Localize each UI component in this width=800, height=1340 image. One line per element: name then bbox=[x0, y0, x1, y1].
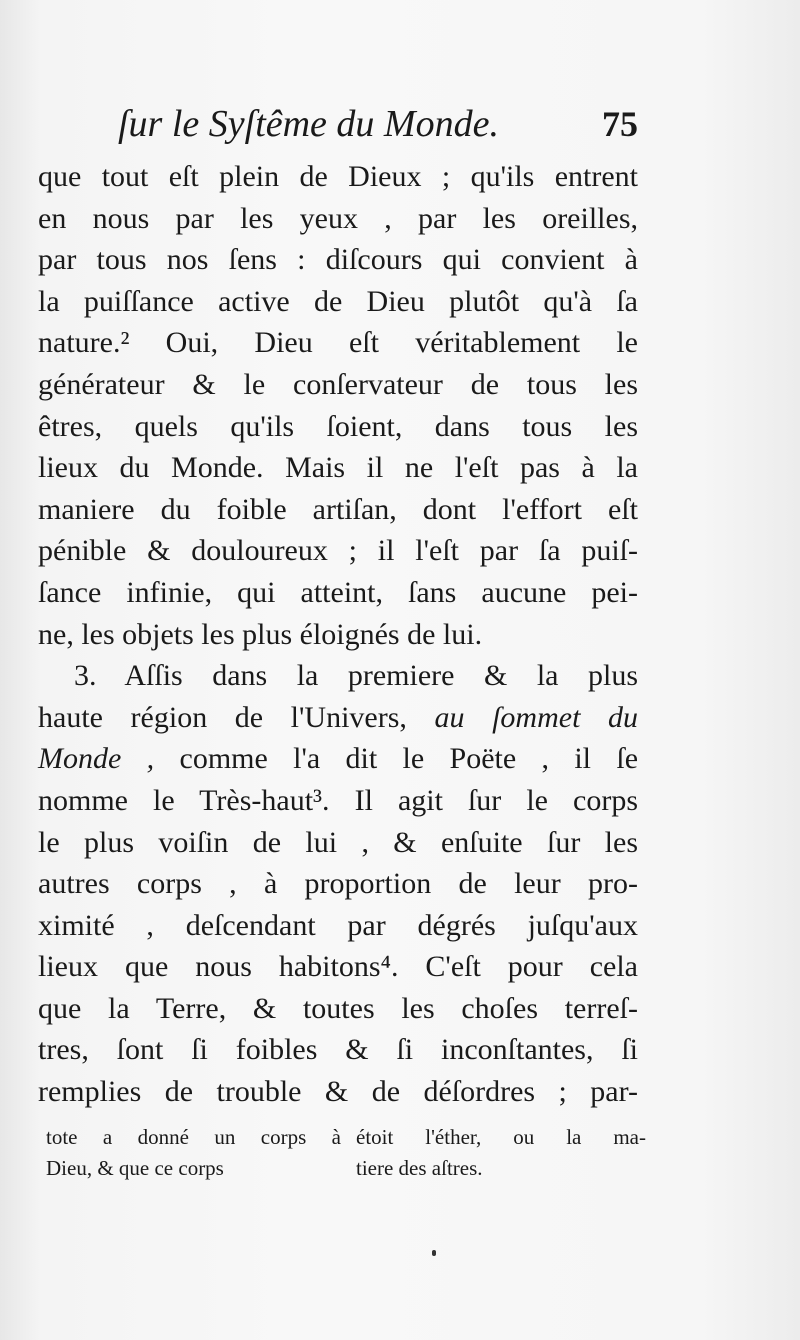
footnote-line: Dieu, & que ce corps bbox=[46, 1156, 224, 1180]
text-line: ne, les objets les plus éloignés de lui. bbox=[38, 617, 483, 651]
text-line: lieux que nous habitons⁴. C'eſt pour cela bbox=[38, 950, 638, 984]
text-line: générateur & le conſervateur de tous les bbox=[38, 367, 638, 401]
text-line: la puiſſance active de Dieu plutôt qu'à ſa bbox=[38, 284, 638, 318]
text-line: tres, ſont ſi foibles & ſi inconſtantes, ſi bbox=[38, 1033, 638, 1067]
text-line: lieux du Monde. Mais il ne l'eſt pas à la bbox=[38, 451, 638, 485]
body-text bbox=[38, 156, 638, 1113]
text-line: maniere du foible artiſan, dont l'effort eſt bbox=[38, 492, 638, 526]
text-line: pénible & douloureux ; il l'eſt par ſa puiſ- bbox=[38, 534, 638, 568]
text-segment: comme l'a dit le Poëte , il ſe bbox=[179, 742, 639, 776]
page-number: 75 bbox=[602, 104, 638, 144]
text-line: que tout eſt plein de Dieux ; qu'ils entrent bbox=[38, 160, 638, 193]
text-line: le plus voiſin de lui , & enſuite ſur les bbox=[38, 825, 638, 859]
italic-quote: au ſommet du bbox=[434, 700, 638, 734]
footnote-line: tote a donné un corps à bbox=[46, 1125, 341, 1149]
footnote-column-right bbox=[356, 1122, 646, 1184]
text-line: 3. Aſſis dans la premiere & la plus bbox=[74, 659, 638, 693]
running-title: ſur le Syſtême du Monde. bbox=[118, 103, 499, 145]
text-segment: haute région de l'Univers, bbox=[38, 700, 407, 734]
text-line-mixed bbox=[38, 738, 638, 780]
footnote-line: tiere des aſtres. bbox=[356, 1156, 483, 1180]
text-line: nature.² Oui, Dieu eſt véritablement le bbox=[38, 326, 638, 360]
text-line: ximité , deſcendant par dégrés juſqu'aux bbox=[38, 908, 638, 942]
text-line-mixed bbox=[38, 697, 638, 739]
text-line: ſance infinie, qui atteint, ſans aucune pei- bbox=[38, 575, 638, 609]
text-line: en nous par les yeux , par les oreilles, bbox=[38, 201, 638, 235]
running-head bbox=[118, 96, 638, 152]
text-line: par tous nos ſens : diſcours qui convient à bbox=[38, 243, 638, 277]
text-line: autres corps , à proportion de leur pro- bbox=[38, 867, 638, 901]
ink-speck bbox=[432, 1250, 436, 1256]
text-line: remplies de trouble & de déſordres ; par- bbox=[38, 1075, 638, 1109]
footnote-column-left bbox=[46, 1122, 341, 1184]
italic-quote: Monde , bbox=[38, 742, 155, 776]
footnotes bbox=[46, 1122, 646, 1192]
footnote-line: étoit l'éther, ou la ma- bbox=[356, 1125, 646, 1149]
text-line: nomme le Très-haut³. Il agit ſur le corps bbox=[38, 783, 638, 817]
text-line: êtres, quels qu'ils ſoient, dans tous les bbox=[38, 409, 638, 443]
text-line: que la Terre, & toutes les choſes terreſ- bbox=[38, 991, 638, 1025]
